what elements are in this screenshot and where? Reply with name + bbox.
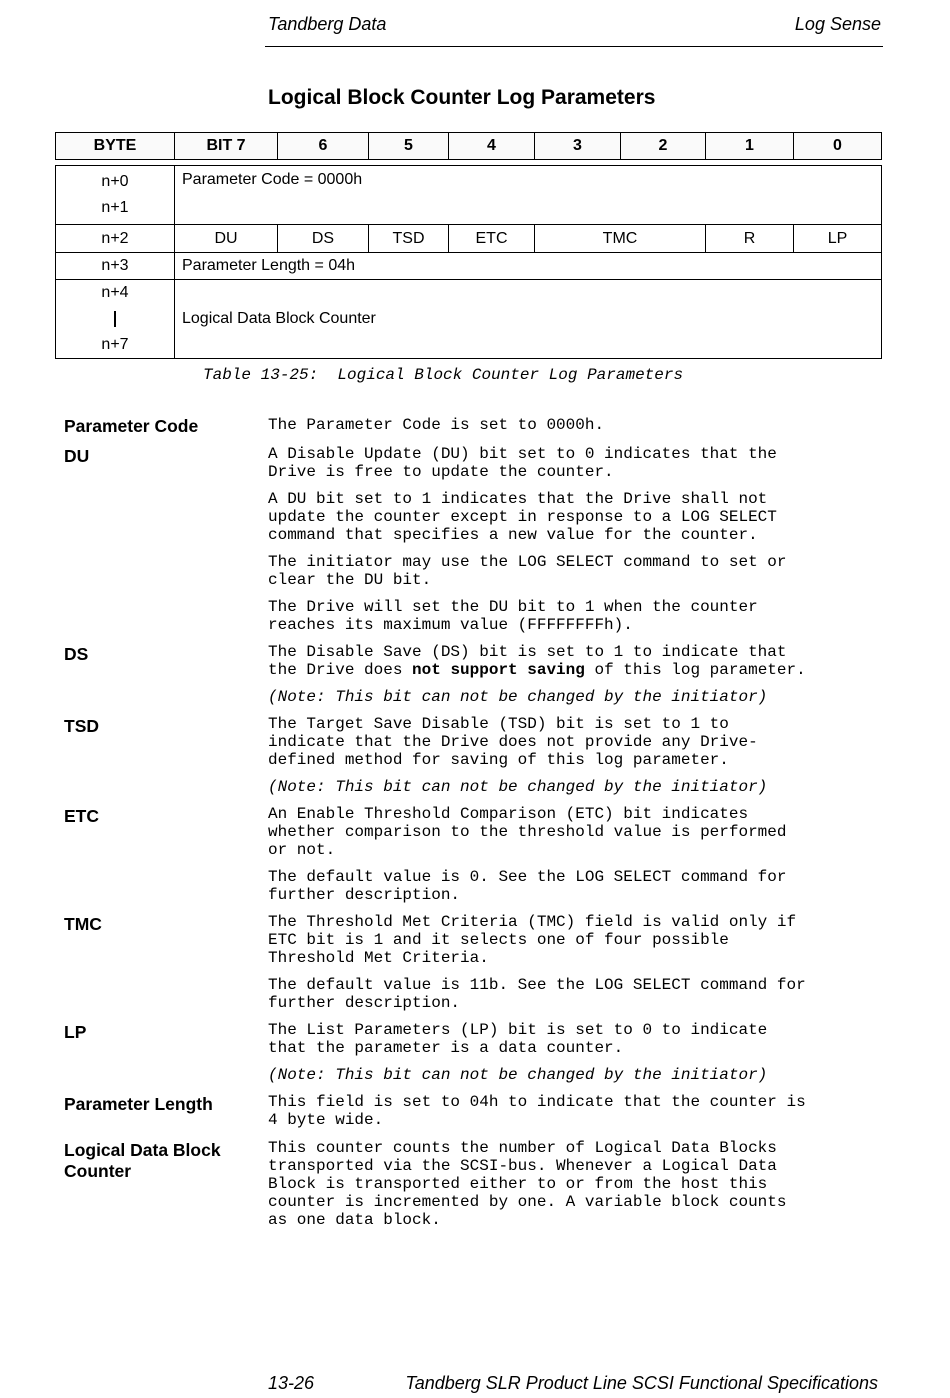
header-bit5: 5 [369,133,449,160]
bit-header-row [56,133,882,160]
header-rule [265,46,883,47]
term-parameter-code: Parameter Code [64,416,199,436]
note-tsd: (Note: This bit can not be changed by the initiator) [268,778,768,796]
byte-label: n+1 [101,199,129,216]
desc-tmc-1: The Threshold Met Criteria (TMC) field is valid only if ETC bit is 1 and it selects one of four possible Threshold Met Criteria. [268,913,797,967]
parameter-layout-table [55,165,882,359]
byte-cell: n+3 [56,253,175,280]
bit-header-table [55,132,882,160]
byte-label: n+0 [101,173,129,190]
desc-du-2: A DU bit set to 1 indicates that the Drive shall not update the counter except in response to a LOG SELECT command that specifies a new value for the counter. [268,490,777,544]
header-bit1: 1 [706,133,794,160]
term-du: DU [64,446,90,466]
term-tsd: TSD [64,716,99,736]
running-header-left: Tandberg Data [268,14,387,34]
lp-cell: LP [794,225,882,253]
header-bit7: BIT 7 [175,133,278,160]
header-bit6: 6 [278,133,369,160]
header-bit3: 3 [535,133,621,160]
logical-block-counter-cell: Logical Data Block Counter [175,280,882,359]
desc-etc-1: An Enable Threshold Comparison (ETC) bit indicates whether comparison to the threshold value is performed or not. [268,805,787,859]
du-cell: DU [175,225,278,253]
header-bit0: 0 [794,133,882,160]
etc-cell: ETC [449,225,535,253]
ds-text: The Disable Save (DS) bit is set to 1 to indicate that [268,643,787,661]
range-bar [56,306,174,332]
table-row [56,253,882,280]
header-bit4: 4 [449,133,535,160]
term-ds: DS [64,644,89,664]
desc-etc-2: The default value is 0. See the LOG SELECT command for further description. [268,868,787,904]
ds-emphasis: not support saving [412,661,585,679]
term-logical-data-block-counter: Logical Data Block Counter [64,1140,221,1181]
r-cell: R [706,225,794,253]
tsd-cell: TSD [369,225,449,253]
desc-du-1: A Disable Update (DU) bit set to 0 indicates that the Drive is free to update the counter. [268,445,777,481]
parameter-length-cell: Parameter Length = 04h [175,253,882,280]
table-row [56,166,882,225]
term-etc: ETC [64,806,99,826]
byte-cell [56,280,175,359]
desc-du-3: The initiator may use the LOG SELECT command to set or clear the DU bit. [268,553,787,589]
desc-tmc-2: The default value is 11b. See the LOG SELECT command for further description. [268,976,806,1012]
table-row [56,280,882,359]
byte-cell: n+2 [56,225,175,253]
byte-label: n+4 [101,284,129,301]
desc-logical-data-block-counter: This counter counts the number of Logical Data Blocks transported via the SCSI-bus. Whenever a Logical Data Block is transported either to or from the host this counter is incremented by one. A variable block counts as one data block. [268,1139,787,1229]
ds-text: the Drive does [268,661,413,679]
page-number: 13-26 [268,1373,315,1393]
header-byte: BYTE [56,133,175,160]
desc-du-4: The Drive will set the DU bit to 1 when the counter reaches its maximum value (FFFFFFFFh). [268,598,758,634]
running-header-right: Log Sense [794,14,881,34]
desc-parameter-length: This field is set to 04h to indicate that the counter is 4 byte wide. [268,1093,806,1129]
desc-tsd-1: The Target Save Disable (TSD) bit is set to 1 to indicate that the Drive does not provide any Drive- defined method for saving of this log parameter. [268,715,758,769]
footer-title: Tandberg SLR Product Line SCSI Functional Specifications [405,1373,878,1393]
desc-lp-1: The List Parameters (LP) bit is set to 0 to indicate that the parameter is a data counter. [268,1021,768,1057]
ds-cell: DS [278,225,369,253]
term-parameter-length: Parameter Length [64,1094,213,1114]
header-bit2: 2 [621,133,706,160]
note-lp: (Note: This bit can not be changed by the initiator) [268,1066,768,1084]
byte-label: n+7 [101,336,129,353]
tmc-cell: TMC [535,225,706,253]
table-caption: Table 13-25: Logical Block Counter Log Parameters [203,366,684,384]
parameter-code-cell: Parameter Code = 0000h [175,166,882,225]
desc-ds-1 [268,643,898,679]
term-tmc: TMC [64,914,102,934]
byte-cell [56,166,175,225]
ds-text: of this log parameter. [584,661,806,679]
note-ds: (Note: This bit can not be changed by the initiator) [268,688,768,706]
table-row [56,225,882,253]
section-title: Logical Block Counter Log Parameters [268,86,656,109]
desc-parameter-code: The Parameter Code is set to 0000h. [268,416,605,434]
term-lp: LP [64,1022,87,1042]
